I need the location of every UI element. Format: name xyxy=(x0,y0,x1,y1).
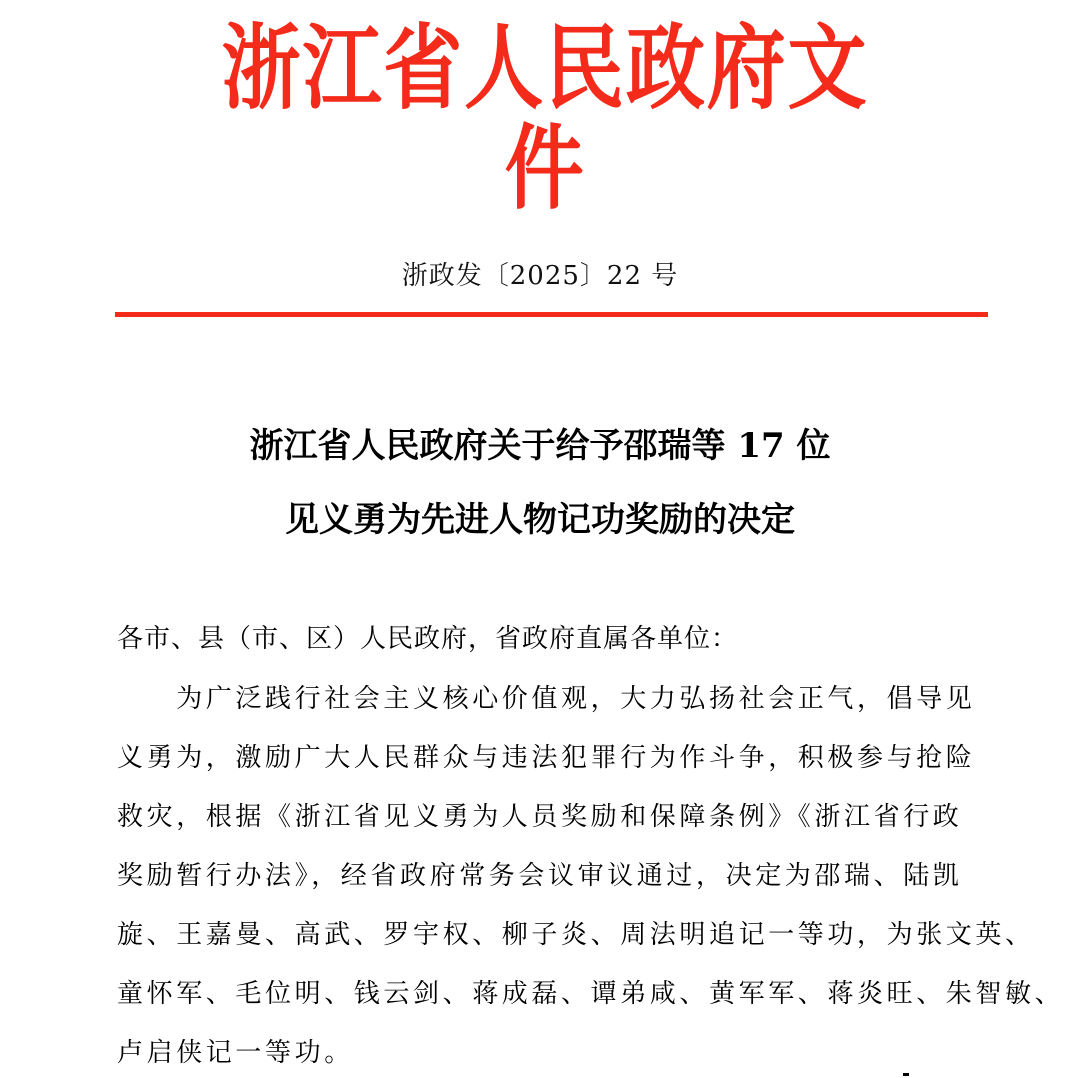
page-continuation-mark xyxy=(903,1073,909,1076)
decision-title-line-2: 见义勇为先进人物记功奖励的决定 xyxy=(285,500,795,540)
body-line: 义勇为，激励广大人民群众与违法犯罪行为作斗争，积极参与抢险 xyxy=(117,743,976,773)
body-line: 救灾，根据《浙江省见义勇为人员奖励和保障条例》《浙江省行政 xyxy=(117,802,963,832)
body-line: 奖励暂行办法》，经省政府常务会议审议通过，决定为邵瑞、陆凯 xyxy=(117,861,963,891)
body-line: 童怀军、毛位明、钱云剑、蒋成磊、谭弟咸、黄军军、蒋炎旺、朱智敏、 xyxy=(117,979,1065,1009)
red-divider-rule xyxy=(115,312,988,317)
body-line: 卢启侠记一等功。 xyxy=(117,1038,354,1068)
addressee: 各市、县（市、区）人民政府，省政府直属各单位： xyxy=(117,624,739,654)
body-line: 为广泛践行社会主义核心价值观，大力弘扬社会正气，倡导见 xyxy=(117,684,976,714)
masthead-title: 浙江省人民政府文件 xyxy=(221,14,869,222)
body-line: 旋、王嘉曼、高武、罗宇权、柳子炎、周法明追记一等功，为张文英、 xyxy=(117,920,1035,950)
decision-title-line-1: 浙江省人民政府关于给予邵瑞等 17 位 xyxy=(249,426,831,466)
document-number: 浙政发〔2025〕22 号 xyxy=(401,261,679,291)
